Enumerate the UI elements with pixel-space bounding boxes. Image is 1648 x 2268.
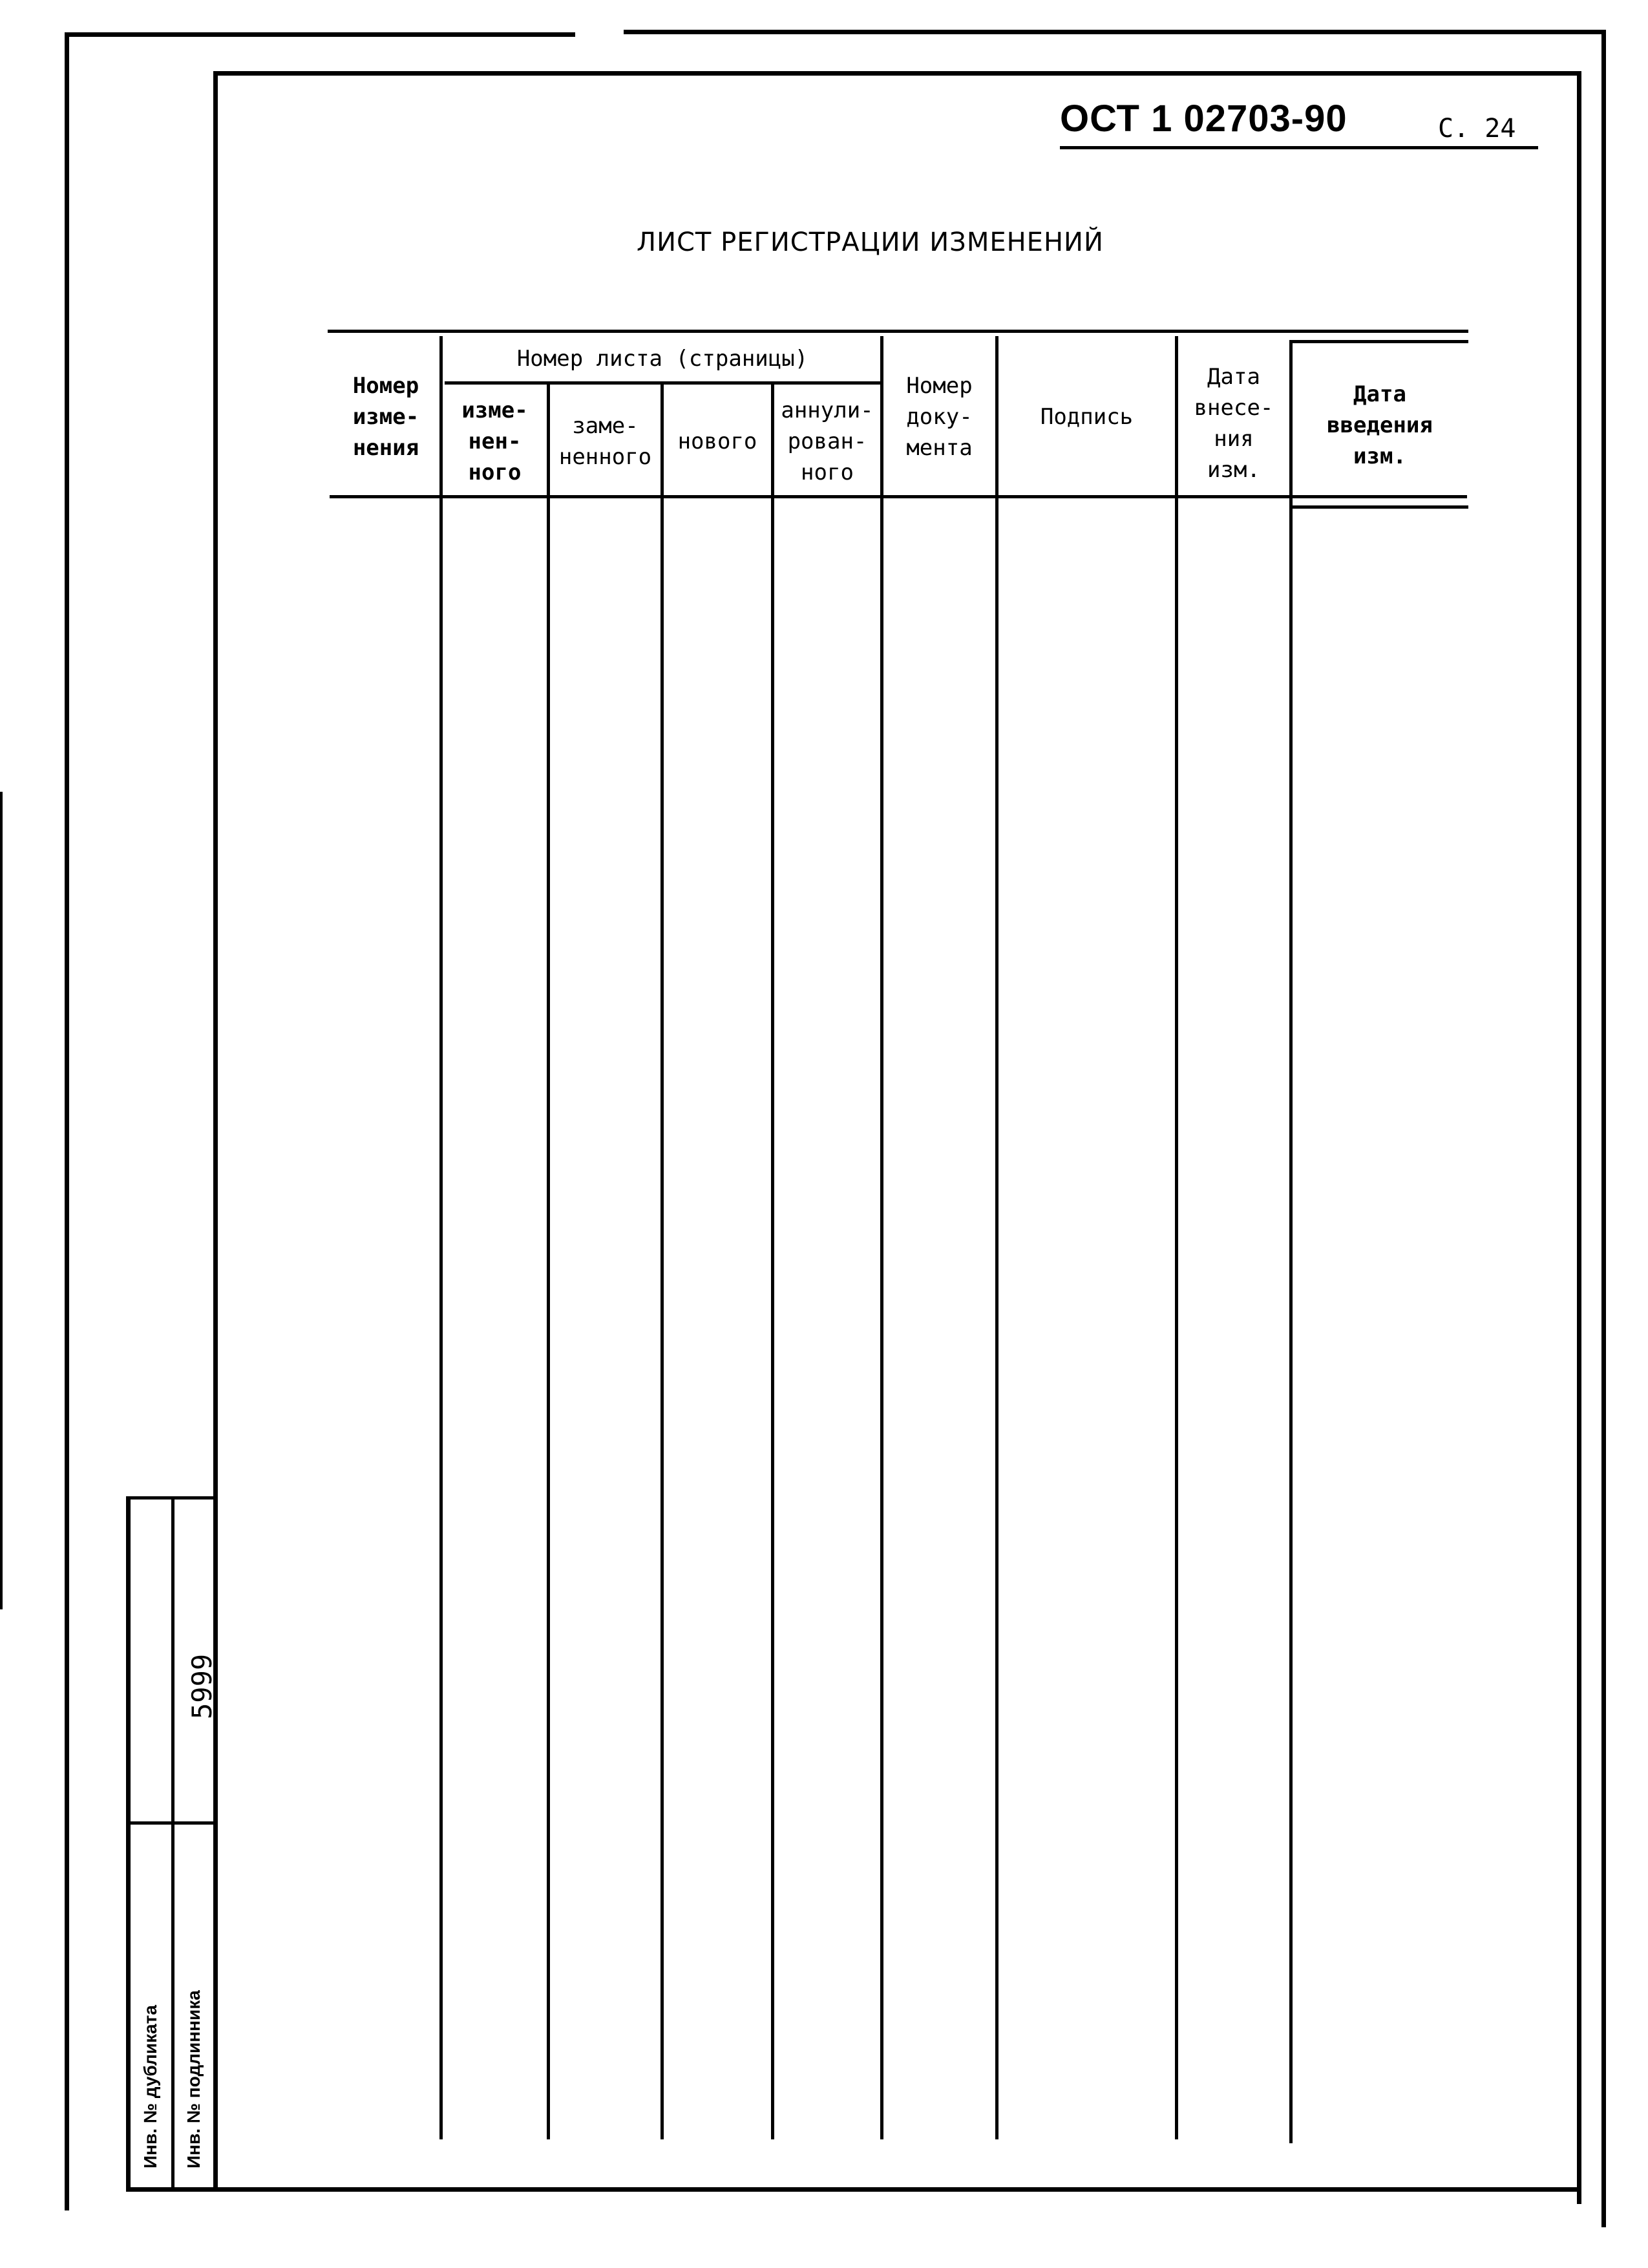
outer-frame-right bbox=[1601, 30, 1606, 2227]
header-signature: Подпись bbox=[1040, 404, 1134, 430]
table-header-bottom-rule-right bbox=[1289, 505, 1468, 509]
outer-frame-top-left bbox=[65, 32, 575, 37]
stamp-divider bbox=[129, 1821, 217, 1825]
outer-left-margin-mark bbox=[0, 792, 3, 1609]
header-entry-date: Дата внесе- ния изм. bbox=[1194, 364, 1274, 483]
header-changed: изме- нен- ного bbox=[461, 397, 528, 485]
original-inventory-label: Инв. № подлинника bbox=[184, 1990, 204, 2168]
header-underline bbox=[1060, 146, 1538, 149]
header-replaced: заме- ненного bbox=[558, 412, 652, 470]
header-document-number: Номер доку- мента bbox=[906, 373, 973, 461]
header-change-number: Номер изме- нения bbox=[352, 373, 419, 461]
col-divider-5 bbox=[880, 336, 883, 2139]
inner-frame-bottom bbox=[126, 2187, 1581, 2192]
col-divider-2 bbox=[547, 381, 550, 2139]
outer-frame-left bbox=[65, 32, 69, 2210]
col-divider-3 bbox=[660, 381, 664, 2139]
header-cancelled: аннули- рован- ного bbox=[781, 397, 874, 485]
header-effective-date: Дата введения изм. bbox=[1327, 381, 1433, 469]
inner-frame-left bbox=[213, 71, 218, 2191]
inner-frame-top bbox=[213, 71, 1580, 76]
col-divider-4 bbox=[771, 381, 774, 2139]
inner-frame-right bbox=[1577, 71, 1581, 2204]
table-top-rule-right bbox=[1289, 340, 1468, 343]
stamp-mid-vertical bbox=[171, 1496, 174, 2191]
original-inventory-number: 5999 bbox=[186, 1653, 218, 1719]
col-divider-6 bbox=[995, 336, 998, 2139]
document-code: ОСТ 1 02703-90 bbox=[1060, 98, 1347, 140]
col-divider-8 bbox=[1289, 340, 1293, 2143]
page-title: ЛИСТ РЕГИСТРАЦИИ ИЗМЕНЕНИЙ bbox=[637, 228, 1104, 257]
outer-frame-top-right bbox=[624, 30, 1606, 34]
table-top-rule bbox=[328, 330, 1468, 333]
col-divider-1 bbox=[439, 336, 443, 2139]
col-divider-7 bbox=[1175, 336, 1178, 2139]
header-new: нового bbox=[677, 428, 757, 454]
stamp-left bbox=[126, 1496, 131, 2191]
header-sheet-number-group: Номер листа (страницы) bbox=[516, 346, 808, 372]
duplicate-inventory-label: Инв. № дубликата bbox=[140, 2005, 160, 2168]
page-number: С. 24 bbox=[1438, 114, 1516, 143]
